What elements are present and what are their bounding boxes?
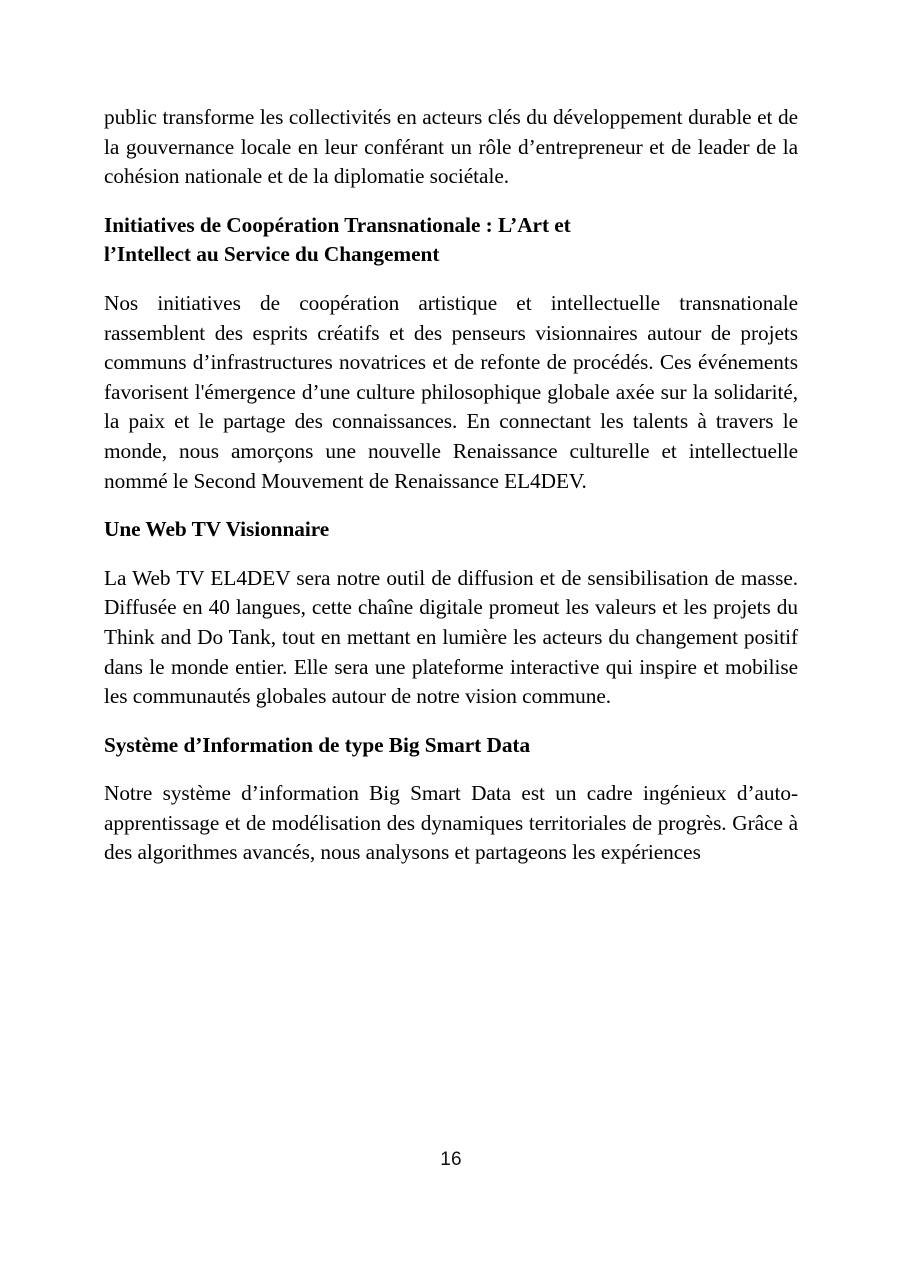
heading-initiatives-cooperation [104, 211, 798, 270]
spacer [104, 712, 798, 731]
paragraph-initiatives: Nos initiatives de coopération artistique et intellectuelle transnationale rassemblent des esprits créatifs et des penseurs visionnaires autour de projets communs d’infrastructures novatrices et de refonte de procédés. Ces événements favorisent l'émergence d’une culture philosophique globale axée sur la solidarité, la paix et le partage des connaissances. En connectant les talents à travers le monde, nous amorçons une nouvelle Renaissance culturelle et intellectuelle nommé le Second Mouvement de Renaissance EL4DEV. [104, 290, 798, 493]
heading-line: Une Web TV Visionnaire [104, 517, 330, 542]
heading-web-tv [104, 515, 798, 545]
page-number: 16 [440, 1149, 462, 1170]
heading-big-smart-data [104, 731, 798, 761]
spacer [104, 270, 798, 289]
spacer [104, 545, 798, 564]
spacer [104, 496, 798, 515]
heading-line: Système d’Information de type Big Smart Data [104, 732, 531, 757]
text-column [104, 103, 798, 868]
spacer [104, 760, 798, 779]
spacer [104, 192, 798, 211]
paragraph-web-tv: La Web TV EL4DEV sera notre outil de diffusion et de sensibilisation de masse. Diffusée en 40 langues, cette chaîne digitale promeut les valeurs et les projets du Think and Do Tank, tout en mettant en lumière les acteurs du changement positif dans le monde entier. Elle sera une plateforme interactive qui inspire et mobilise les communautés globales autour de notre vision commune. [104, 565, 798, 709]
heading-line: l’Intellect au Service du Changement [104, 242, 440, 267]
paragraph-continued: public transforme les collectivités en acteurs clés du développement durable et de la gouvernance locale en leur conférant un rôle d’entrepreneur et de leader de la cohésion nationale et de la diplomatie sociétale. [104, 105, 798, 189]
paragraph-big-smart-data: Notre système d’information Big Smart Data est un cadre ingénieux d’auto-apprentissage et de modélisation des dynamiques territoriales de progrès. Grâce à des algorithmes avancés, nous analysons et partageons les expériences [104, 781, 798, 865]
heading-line: Initiatives de Coopération Transnationale : L’Art et [104, 212, 571, 237]
